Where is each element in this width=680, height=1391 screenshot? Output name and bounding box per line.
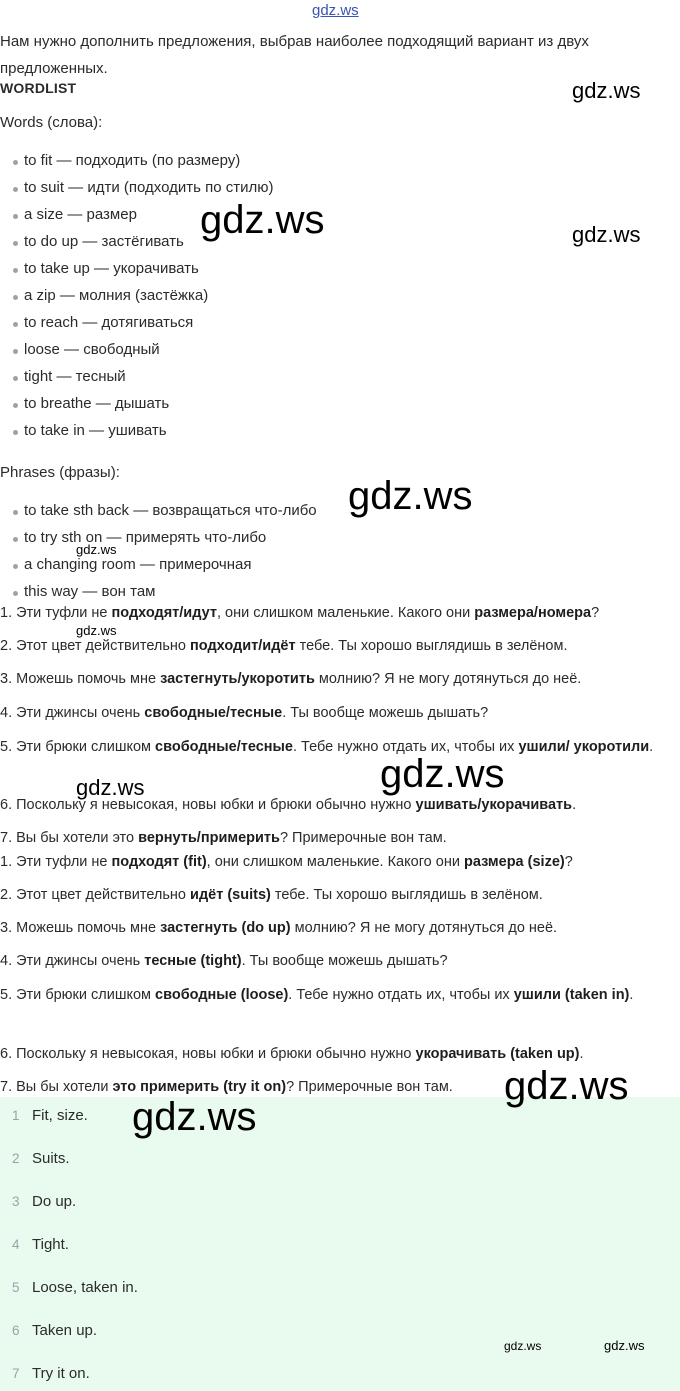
watermark: gdz.ws xyxy=(76,775,145,800)
phrases-heading: Phrases (фразы): xyxy=(0,464,120,481)
answer-text: Suits. xyxy=(32,1150,70,1167)
answer-sentence: 5. Эти брюки слишком свободные (loose). Тебе нужно отдать их, чтобы их ушили (taken in). xyxy=(0,987,634,1003)
answer-text: Tight. xyxy=(32,1236,69,1253)
watermark: gdz.ws xyxy=(604,1338,645,1353)
answer-number: 6 xyxy=(12,1323,20,1338)
watermark: gdz.ws xyxy=(504,1064,629,1108)
task-sentence: 7. Вы бы хотели это вернуть/примерить? Примерочные вон там. xyxy=(0,830,447,846)
task-sentence: 6. Поскольку я невысокая, новы юбки и брюки обычно нужно ушивать/укорачивать. xyxy=(0,797,577,813)
answer-sentence: 4. Эти джинсы очень тесные (tight). Ты вообще можешь дышать? xyxy=(0,953,448,969)
word-item: to suit — идти (подходить по стилю) xyxy=(0,174,274,201)
answer-text: Taken up. xyxy=(32,1322,98,1339)
words-heading: Words (слова): xyxy=(0,114,103,131)
phrase-item: a changing room — примерочная xyxy=(0,551,317,578)
answer-sentence: 1. Эти туфли не подходят (fit), они слишком маленькие. Какого они размера (size)? xyxy=(0,854,573,870)
watermark: gdz.ws xyxy=(76,542,117,557)
watermark: gdz.ws xyxy=(572,78,641,103)
word-item: to reach — дотягиваться xyxy=(0,309,274,336)
word-item: loose — свободный xyxy=(0,336,274,363)
watermark: gdz.ws xyxy=(348,474,473,518)
wordlist-heading: WORDLIST xyxy=(0,80,77,96)
watermark: gdz.ws xyxy=(200,198,325,242)
answer-sentence: 2. Этот цвет действительно идёт (suits) тебе. Ты хорошо выглядишь в зелёном. xyxy=(0,887,543,903)
task-sentence: 4. Эти джинсы очень свободные/тесные. Ты вообще можешь дышать? xyxy=(0,705,489,721)
answer-sentence: 3. Можешь помочь мне застегнуть (do up) молнию? Я не могу дотянуться до неё. xyxy=(0,920,558,936)
word-item: to take in — ушивать xyxy=(0,417,274,444)
word-item: to do up — застёгивать xyxy=(0,228,274,255)
watermark: gdz.ws xyxy=(380,752,505,796)
task-sentence: 5. Эти брюки слишком свободные/тесные. Тебе нужно отдать их, чтобы их ушили/ укоротили. xyxy=(0,739,654,755)
watermark: gdz.ws xyxy=(76,623,117,638)
answer-text: Do up. xyxy=(32,1193,77,1210)
answer-text: Loose, taken in. xyxy=(32,1279,138,1296)
answer-text: Fit, size. xyxy=(32,1107,88,1124)
answer-sentence: 6. Поскольку я невысокая, новы юбки и брюки обычно нужно укорачивать (taken up). xyxy=(0,1046,584,1062)
answer-sentence: 7. Вы бы хотели это примерить (try it on)? Примерочные вон там. xyxy=(0,1079,453,1095)
answer-text: Try it on. xyxy=(32,1365,90,1382)
phrase-item: this way — вон там xyxy=(0,578,317,605)
task-sentence: 1. Эти туфли не подходят/идут, они слишком маленькие. Какого они размера/номера? xyxy=(0,605,600,621)
answer-number: 2 xyxy=(12,1151,20,1166)
answer-number: 4 xyxy=(12,1237,20,1252)
task-sentence: 2. Этот цвет действительно подходит/идёт тебе. Ты хорошо выглядишь в зелёном. xyxy=(0,638,568,654)
task-sentence: 3. Можешь помочь мне застегнуть/укоротить молнию? Я не могу дотянуться до неё. xyxy=(0,671,582,687)
word-item: tight — тесный xyxy=(0,363,274,390)
watermark: gdz.ws xyxy=(132,1095,257,1139)
answers-panel xyxy=(0,1097,680,1391)
intro-text: Нам нужно дополнить предложения, выбрав наиболее подходящий вариант из двух предложенных. xyxy=(0,33,589,77)
word-item: a size — размер xyxy=(0,201,274,228)
answer-number: 7 xyxy=(12,1366,20,1381)
answer-number: 3 xyxy=(12,1194,20,1209)
watermark: gdz.ws xyxy=(572,222,641,247)
answer-number: 5 xyxy=(12,1280,20,1295)
word-item: to take up — укорачивать xyxy=(0,255,274,282)
word-item: a zip — молния (застёжка) xyxy=(0,282,274,309)
word-item: to fit — подходить (по размеру) xyxy=(0,147,274,174)
answer-number: 1 xyxy=(12,1108,20,1123)
phrase-item: to take sth back — возвращаться что-либо xyxy=(0,497,317,524)
word-item: to breathe — дышать xyxy=(0,390,274,417)
phrases-list xyxy=(0,497,317,605)
words-list xyxy=(0,147,274,444)
watermark-top-link[interactable]: gdz.ws xyxy=(312,2,359,19)
phrase-item: to try sth on — примерять что-либо xyxy=(0,524,317,551)
watermark: gdz.ws xyxy=(504,1339,542,1353)
